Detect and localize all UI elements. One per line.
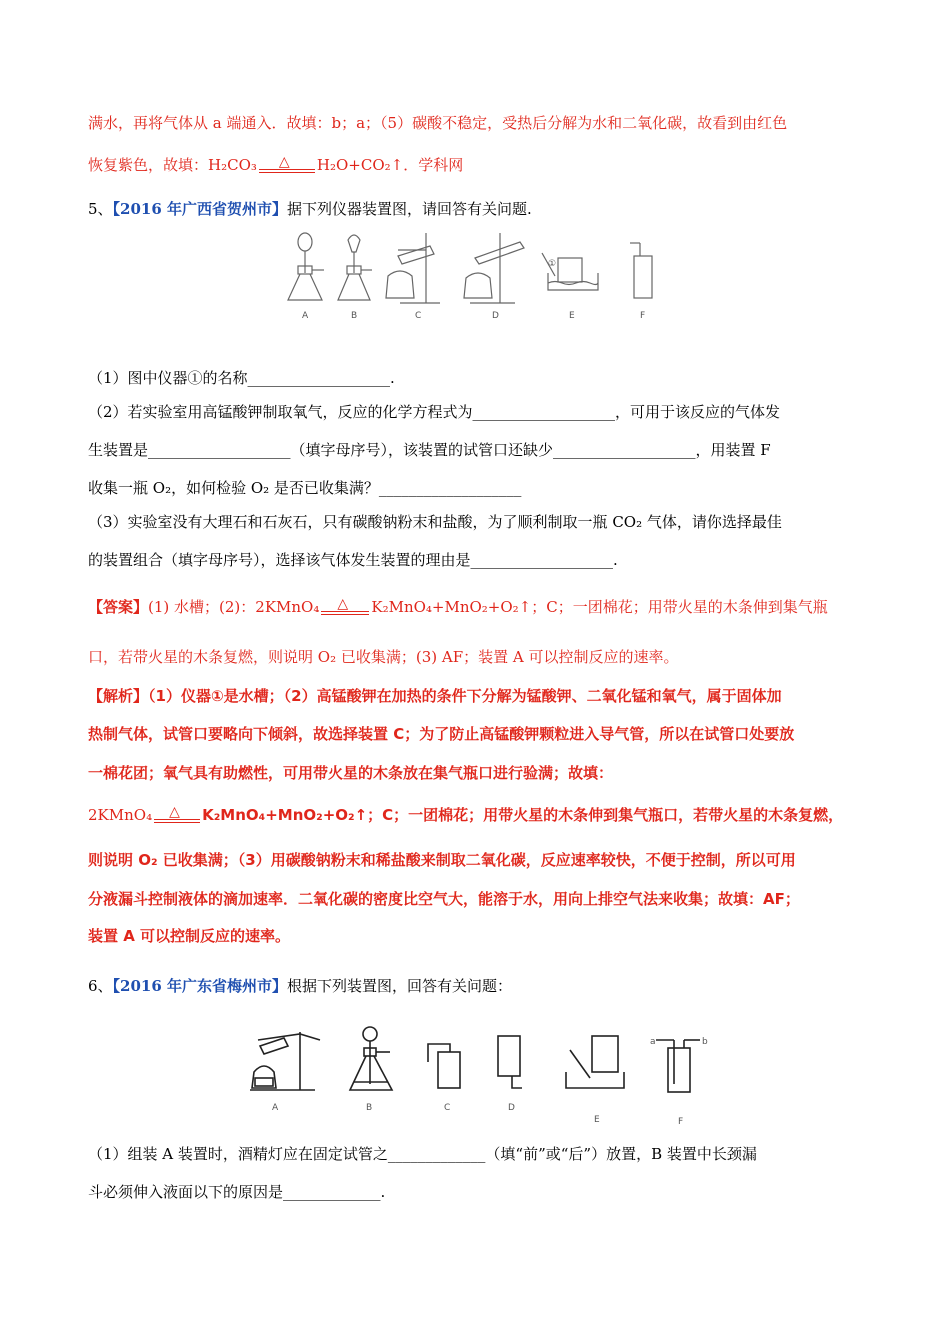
q5-part-2-line-3: 收集一瓶 O₂，如何检验 O₂ 是否已收集满？___________________ bbox=[88, 479, 522, 497]
q5-analysis-line-4 bbox=[88, 805, 843, 826]
prev-answer-line-2-pre: 恢复紫色，故填：H₂CO₃ bbox=[88, 156, 257, 174]
q6-source: 【2016 年广东省梅州市】 bbox=[112, 977, 288, 995]
q6-number: 6、 bbox=[88, 977, 113, 995]
label-b: B bbox=[366, 1103, 373, 1113]
port-a-label: a bbox=[650, 1037, 656, 1047]
heating-condition-symbol: △ bbox=[152, 806, 202, 826]
label-e: E bbox=[569, 311, 575, 321]
label-b: B bbox=[351, 311, 358, 321]
q6-header bbox=[88, 976, 512, 996]
prev-answer-line-1: 满水，再将气体从 a 端通入．故填：b；a；（5）碳酸不稳定，受热后分解为水和二氧化碳，故看到由红色 bbox=[88, 114, 788, 132]
label-d: D bbox=[508, 1103, 515, 1113]
analysis-label: 【解析】 bbox=[88, 687, 149, 705]
q5-part-3-line-1: （3）实验室没有大理石和石灰石，只有碳酸钠粉末和盐酸，为了顺利制取一瓶 CO₂ 气体，请你选择最佳 bbox=[88, 513, 782, 531]
q5-part-2-line-1: （2）若实验室用高锰酸钾制取氧气，反应的化学方程式为___________________，可用于该反应的气体发 bbox=[88, 403, 781, 421]
q5-part-1: （1）图中仪器①的名称___________________. bbox=[88, 369, 395, 387]
label-c: C bbox=[444, 1103, 451, 1113]
q5-analysis-line-6: 分液漏斗控制液体的滴加速率．二氧化碳的密度比空气大，能溶于水，用向上排空气法来收集；故填：AF； bbox=[88, 890, 800, 908]
answer-label: 【答案】 bbox=[88, 598, 149, 616]
q5-part-2-line-2: 生装置是___________________（填字母序号），该装置的试管口还缺少___________________，用装置 F bbox=[88, 441, 771, 459]
q5-analysis-line-3: 一棉花团；氧气具有助燃性，可用带火星的木条放在集气瓶口进行验满；故填： bbox=[88, 764, 614, 782]
answer-part-a: (1) 水槽；(2)：2KMnO₄ bbox=[148, 598, 320, 616]
label-a: A bbox=[302, 311, 309, 321]
prev-answer-line-2 bbox=[88, 155, 463, 176]
apparatus-d-icon bbox=[464, 233, 524, 303]
heating-condition-symbol: △ bbox=[257, 156, 317, 176]
apparatus-e-icon bbox=[566, 1036, 624, 1088]
q5-analysis-line-7: 装置 A 可以控制反应的速率。 bbox=[88, 927, 291, 945]
label-f: F bbox=[640, 311, 646, 321]
q5-stem: 据下列仪器装置图，请回答有关问题. bbox=[287, 200, 532, 218]
apparatus-c-icon bbox=[386, 233, 440, 303]
label-f: F bbox=[678, 1117, 684, 1127]
apparatus-f-icon bbox=[656, 1040, 700, 1092]
label-e: E bbox=[594, 1115, 600, 1125]
q5-part-3-line-2: 的装置组合（填字母序号），选择该气体发生装置的理由是___________________. bbox=[88, 551, 618, 569]
q6-apparatus-figure bbox=[240, 1022, 710, 1132]
q5-analysis-line-1: 【解析】（1）仪器①是水槽；（2）高锰酸钾在加热的条件下分解为锰酸钾、二氧化锰和氧气，属于固体加 bbox=[88, 687, 782, 705]
answer-part-b: K₂MnO₄+MnO₂+O₂↑；C；一团棉花；用带火星的木条伸到集气瓶 bbox=[371, 598, 828, 616]
apparatus-a-icon bbox=[288, 233, 324, 300]
q5-source: 【2016 年广西省贺州市】 bbox=[112, 200, 288, 218]
analysis-formula-rest: K₂MnO₄+MnO₂+O₂↑；C；一团棉花；用带火星的木条伸到集气瓶口，若带火星的木条复燃， bbox=[202, 806, 844, 824]
label-d: D bbox=[492, 311, 499, 321]
prev-answer-line-2-post: H₂O+CO₂↑．学科网 bbox=[316, 156, 464, 174]
q6-stem: 根据下列装置图，回答有关问题： bbox=[287, 977, 513, 995]
q5-answer-line-2: 口，若带火星的木条复燃，则说明 O₂ 已收集满；(3) AF；装置 A 可以控制反应的速率。 bbox=[88, 648, 679, 666]
q5-apparatus-figure bbox=[280, 228, 660, 333]
apparatus-b-icon bbox=[338, 235, 372, 300]
apparatus-a-icon bbox=[250, 1032, 320, 1090]
apparatus-d-icon bbox=[498, 1036, 522, 1088]
q5-analysis-line-2: 热制气体，试管口要略向下倾斜，故选择装置 C；为了防止高锰酸钾颗粒进入导气管，所以在试管口处要放 bbox=[88, 725, 795, 743]
label-a: A bbox=[272, 1103, 279, 1113]
q5-answer-line-1 bbox=[88, 597, 828, 618]
port-b-label: b bbox=[702, 1037, 708, 1047]
apparatus-f-icon bbox=[630, 243, 652, 298]
q6-part-1-line-2: 斗必须伸入液面以下的原因是_____________. bbox=[88, 1183, 386, 1201]
circle-label-1: ① bbox=[548, 259, 557, 269]
label-c: C bbox=[415, 311, 422, 321]
q5-number: 5、 bbox=[88, 200, 113, 218]
analysis-formula-reactant: 2KMnO₄ bbox=[88, 806, 153, 824]
q5-header bbox=[88, 199, 532, 219]
heating-condition-symbol: △ bbox=[319, 598, 371, 618]
apparatus-c-icon bbox=[428, 1044, 460, 1088]
q5-analysis-line-5: 则说明 O₂ 已收集满；（3）用碳酸钠粉末和稀盐酸来制取二氧化碳，反应速率较快，不便于控制，所以可用 bbox=[88, 851, 796, 869]
q6-part-1-line-1: （1）组装 A 装置时，酒精灯应在固定试管之_____________（填“前”或“后”）放置，B 装置中长颈漏 bbox=[88, 1145, 757, 1163]
apparatus-b-icon bbox=[350, 1027, 392, 1090]
